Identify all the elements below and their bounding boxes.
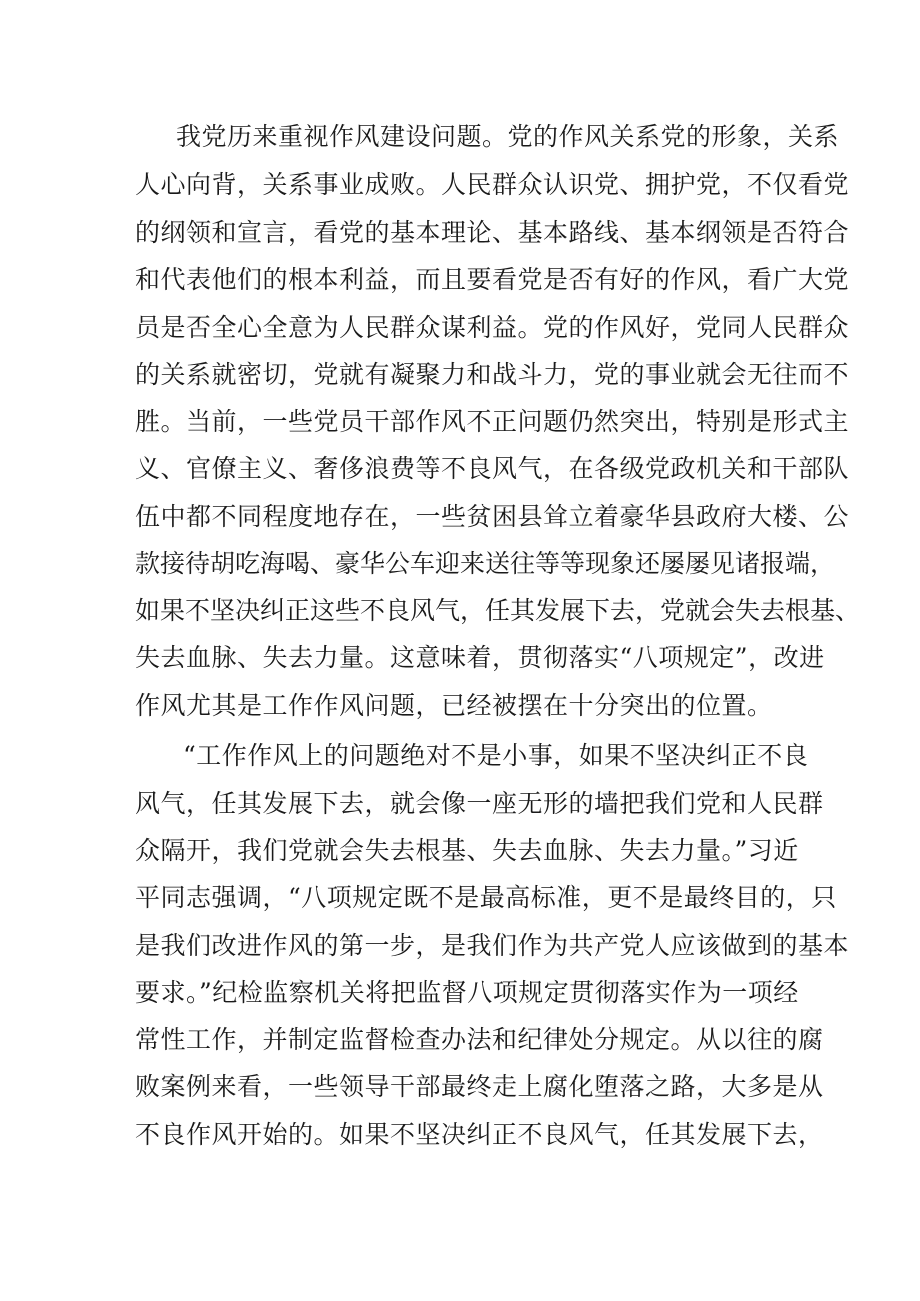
text-line: 常性工作，并制定监督检查办法和纪律处分规定。从以往的腐	[135, 1025, 824, 1054]
text-line: 如果不坚决纠正这些不良风气，任其发展下去，党就会失去根基、	[135, 596, 861, 625]
text-line: 义、官僚主义、奢侈浪费等不良风气，在各级党政机关和干部队	[135, 454, 850, 483]
text-line: 我党历来重视作风建设问题。党的作风关系党的形象，关系	[176, 122, 840, 151]
text-line: 是我们改进作风的第一步，是我们作为共产党人应该做到的基本	[135, 931, 850, 960]
text-line: 风气，任其发展下去，就会像一座无形的墙把我们党和人民群	[135, 789, 824, 818]
text-line: 的纲领和宣言，看党的基本理论、基本路线、基本纲领是否符合	[135, 218, 850, 247]
text-line: 员是否全心全意为人民群众谋利益。党的作风好，党同人民群众	[135, 313, 850, 342]
text-line: 胜。当前，一些党员干部作风不正问题仍然突出，特别是形式主	[135, 407, 850, 436]
text-line: 众隔开，我们党就会失去根基、失去血脉、失去力量。”习近	[135, 836, 799, 865]
text-line: 败案例来看，一些领导干部最终走上腐化堕落之路，大多是从	[135, 1072, 824, 1101]
text-line: 平同志强调，“八项规定既不是最高标准，更不是最终目的，只	[135, 883, 837, 912]
text-line: 要求。”纪检监察机关将把监督八项规定贯彻落实作为一项经	[135, 978, 799, 1007]
text-line: 伍中都不同程度地存在，一些贫困县耸立着豪华县政府大楼、公	[135, 502, 850, 531]
text-line: “工作作风上的问题绝对不是小事，如果不坚决纠正不良	[183, 741, 809, 770]
text-line: 作风尤其是工作作风问题，已经被摆在十分突出的位置。	[135, 691, 773, 720]
text-line: 人心向背，关系事业成败。人民群众认识党、拥护党，不仅看党	[135, 170, 850, 199]
text-line: 失去血脉、失去力量。这意味着，贯彻落实“八项规定”，改进	[135, 643, 825, 672]
text-line: 的关系就密切，党就有凝聚力和战斗力，党的事业就会无往而不	[135, 360, 850, 389]
text-line: 款接待胡吃海喝、豪华公车迎来送往等等现象还屡屡见诸报端，	[135, 549, 836, 578]
text-line: 和代表他们的根本利益，而且要看党是否有好的作风，看广大党	[135, 265, 850, 294]
text-line: 不良作风开始的。如果不坚决纠正不良风气，任其发展下去，	[135, 1120, 824, 1149]
